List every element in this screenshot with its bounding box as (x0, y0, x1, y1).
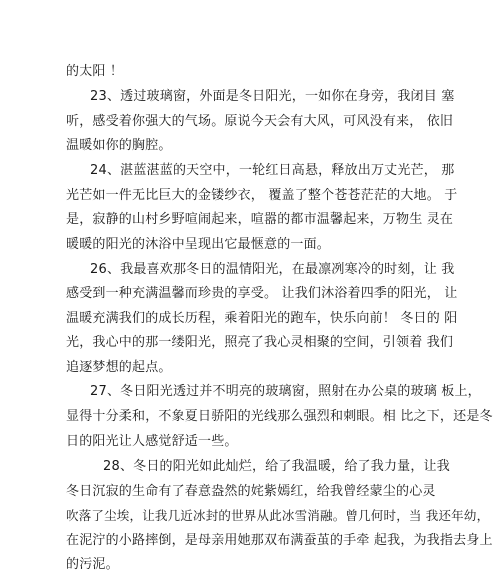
text-line: 冬日沉寂的生命有了春意盎然的姹紫嫣红，给我曾经蒙尘的心灵 (66, 484, 436, 499)
text-line: 感受到一种充满温馨而珍贵的享受。 让我们沐浴着四季的阳光， 让 (66, 286, 458, 301)
text-line: 在泥泞的小路摔倒，是母亲用她那双布满蚕茧的手牵 起我，为我指去身上 (66, 533, 493, 548)
paragraph-24-start: 24、湛蓝湛蓝的天空中，一轮红日高悬，释放出万丈光芒， 那 (90, 163, 455, 178)
text-line: 温暖如你的胸腔。 (66, 138, 172, 153)
text-line: 的太阳 ！ (66, 64, 124, 79)
text-line: 暖暖的阳光的沐浴中呈现出它最惬意的一面。 (66, 237, 331, 252)
text-line: 光，我心中的那一缕阳光，照亮了我心灵相聚的空间，引领着 我们 (66, 335, 454, 350)
paragraph-27-start: 27、冬日阳光透过并不明亮的玻璃窗，照射在办公桌的玻璃 板上， (90, 384, 481, 399)
text-line: 是，寂静的山村乡野喧闹起来，喧嚣的都市温馨起来，万物生 灵在 (66, 212, 454, 227)
paragraph-26-start: 26、我最喜欢那冬日的温情阳光，在最凛冽寒冷的时刻，让 我 (90, 262, 455, 277)
text-line: 听，感受着你强大的气场。原说今天会有大风，可风没有来， 依旧 (66, 114, 454, 129)
text-line: 的污泥。 (66, 557, 119, 572)
text-line: 光芒如一件无比巨大的金镂纱衣， 覆盖了整个苍苍茫茫的大地。 于 (66, 188, 458, 203)
text-line: 显得十分柔和，不象夏日骄阳的光线那么强烈和刺眼。相 比之下，还是冬 (66, 409, 493, 424)
paragraph-28-start: 28、冬日的阳光如此灿烂，给了我温暖，给了我力量，让我 (103, 459, 450, 474)
text-line: 追逐梦想的起点。 (66, 360, 172, 375)
text-line: 日的阳光让人感觉舒适一些。 (66, 434, 238, 449)
paragraph-23-start: 23、透过玻璃窗，外面是冬日阳光，一如你在身旁，我闭目 塞 (90, 89, 455, 104)
text-line: 吹落了尘埃，让我几近冰封的世界从此冰雪消融。曾几何时，当 我还年幼， (66, 508, 490, 523)
text-line: 温暖充满我们的成长历程，乘着阳光的跑车，快乐向前！ 冬日的 阳 (66, 311, 458, 326)
